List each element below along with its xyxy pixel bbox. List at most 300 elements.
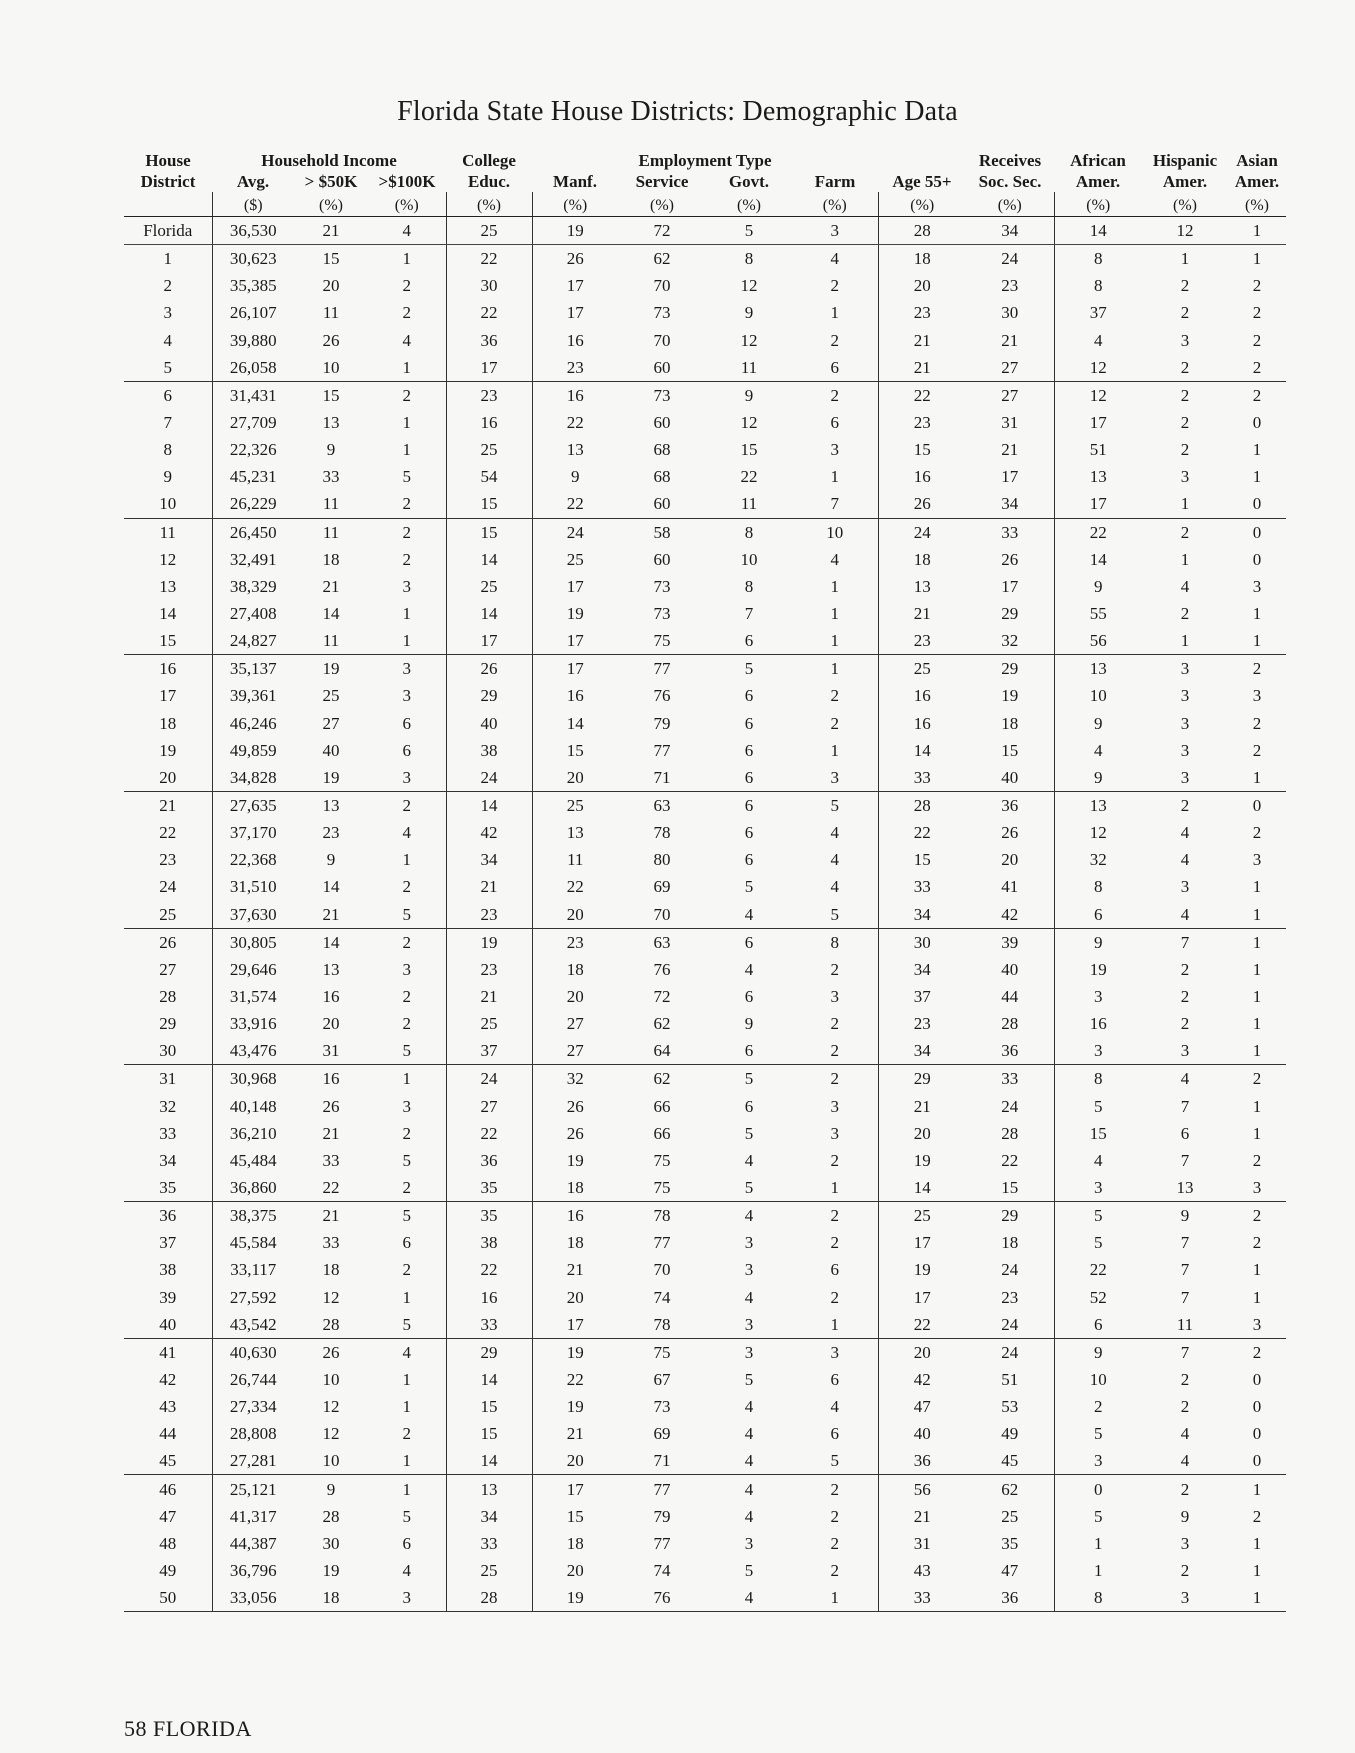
- district-cell: 24: [159, 877, 177, 897]
- manf-cell: 18: [532, 1229, 618, 1256]
- african-amer-cell: 5: [1054, 1420, 1142, 1447]
- table-row: [124, 1584, 1286, 1612]
- table-row: [124, 518, 1286, 546]
- college-educ-cell: 22: [446, 299, 532, 326]
- african-amer-cell: 17: [1054, 409, 1142, 436]
- pct-50k-cell: 31: [294, 1037, 368, 1065]
- soc-sec-cell: 29: [1001, 1206, 1019, 1226]
- district-cell: 45: [124, 1447, 212, 1475]
- soc-sec-cell: 15: [1001, 740, 1019, 760]
- farm-cell: 1: [792, 1584, 878, 1612]
- pct-100k-cell: 1: [402, 413, 411, 433]
- farm-cell: 4: [830, 823, 839, 843]
- asian-amer-cell: 0: [1252, 549, 1262, 569]
- college-educ-cell: 15: [446, 1393, 532, 1420]
- soc-sec-cell: 36: [1001, 796, 1019, 816]
- pct-50k-cell: 26: [322, 330, 340, 350]
- service-cell: 73: [653, 1397, 671, 1417]
- avg-income-cell: 26,744: [212, 1366, 294, 1393]
- college-educ-cell: 34: [446, 846, 532, 873]
- soc-sec-cell: 24: [1001, 1342, 1019, 1362]
- asian-amer-cell: 1: [1228, 217, 1286, 245]
- pct-100k-cell: 5: [402, 467, 411, 487]
- college-educ-cell: 38: [446, 737, 532, 764]
- farm-cell: 1: [792, 627, 878, 655]
- age-55-cell: 19: [878, 1256, 966, 1283]
- soc-sec-cell: 24: [1001, 1096, 1019, 1116]
- african-amer-cell: 12: [1054, 354, 1142, 382]
- college-educ-cell: 36: [446, 327, 532, 354]
- asian-amer-cell: 3: [1228, 1311, 1286, 1339]
- avg-income-cell: 46,246: [212, 710, 294, 737]
- avg-income-cell: 29,646: [212, 956, 294, 983]
- african-amer-cell: 55: [1054, 600, 1142, 627]
- soc-sec-cell: 28: [1001, 1014, 1019, 1034]
- pct-50k-cell: 16: [322, 987, 340, 1006]
- manf-cell: 19: [532, 1147, 618, 1174]
- soc-sec-cell: 36: [966, 1037, 1054, 1065]
- district-cell: 37: [159, 1233, 177, 1253]
- asian-amer-cell: 2: [1252, 303, 1262, 323]
- govt-cell: 6: [744, 850, 754, 870]
- gt50k-header: > $50K: [304, 172, 358, 191]
- soc-sec-cell: 22: [1001, 1150, 1019, 1170]
- farm-cell: 2: [830, 1479, 839, 1499]
- farm-cell: 3: [830, 1096, 839, 1116]
- govt-cell: 6: [706, 627, 792, 655]
- manf-cell: 22: [532, 490, 618, 518]
- pct-50k-cell: 18: [322, 549, 340, 569]
- table-row: [124, 956, 1286, 983]
- manf-cell: 11: [532, 846, 618, 873]
- pct-50k-cell: 21: [294, 217, 368, 245]
- govt-cell: 11: [706, 354, 792, 382]
- soc-sec-cell: 18: [1001, 713, 1019, 733]
- college-educ-cell: 35: [446, 1202, 532, 1230]
- table-row: [124, 1311, 1286, 1339]
- college-educ-cell: 42: [446, 819, 532, 846]
- asian-amer-cell: 2: [1252, 659, 1262, 679]
- unit-pct: (%): [532, 192, 618, 217]
- age-55-cell: 20: [878, 272, 966, 299]
- asian-amer-cell: 2: [1252, 330, 1262, 350]
- hispanic-amer-cell: 2: [1180, 522, 1190, 542]
- african-amer-cell: 19: [1054, 956, 1142, 983]
- african-amer-cell: 12: [1054, 819, 1142, 846]
- manf-cell: 16: [532, 327, 618, 354]
- soc-sec-cell: 33: [1001, 522, 1019, 542]
- asian-amer-cell: 1: [1228, 901, 1286, 929]
- service-cell: 60: [653, 549, 671, 569]
- farm-cell: 1: [830, 467, 839, 487]
- district-cell: 19: [159, 740, 177, 760]
- college-educ-cell: 25: [446, 1557, 532, 1584]
- pct-100k-cell: 4: [368, 217, 446, 245]
- manf-cell: 20: [532, 1283, 618, 1310]
- farm-cell: 3: [830, 1342, 839, 1362]
- govt-cell: 6: [744, 713, 754, 733]
- govt-cell: 5: [744, 877, 754, 897]
- farm-cell: 3: [830, 440, 839, 460]
- avg-income-cell: 37,630: [212, 901, 294, 929]
- soc-sec-cell: 49: [1001, 1424, 1019, 1444]
- farm-cell: 4: [830, 877, 839, 897]
- age-55-cell: 18: [878, 546, 966, 573]
- table-row: [124, 600, 1286, 627]
- pct-100k-cell: 2: [402, 303, 411, 323]
- govt-cell: 4: [706, 1584, 792, 1612]
- pct-50k-cell: 28: [322, 1506, 340, 1526]
- pct-50k-cell: 22: [294, 1174, 368, 1202]
- asian-amer-cell: 0: [1228, 1447, 1286, 1475]
- table-row: [124, 327, 1286, 354]
- table-row: [124, 272, 1286, 299]
- avg-income-cell: 33,056: [212, 1584, 294, 1612]
- unit-dollar: ($): [212, 192, 294, 217]
- service-cell: 71: [618, 764, 706, 792]
- age-55-cell: 19: [878, 1147, 966, 1174]
- asian-amer-cell: 0: [1252, 522, 1262, 542]
- college-educ-cell: 21: [446, 983, 532, 1010]
- manf-cell: 17: [532, 272, 618, 299]
- age-55-cell: 22: [878, 1311, 966, 1339]
- pct-100k-cell: 2: [402, 987, 411, 1006]
- pct-50k-cell: 27: [322, 713, 340, 733]
- age-55-cell: 33: [878, 764, 966, 792]
- pct-50k-cell: 12: [322, 1397, 340, 1417]
- college-educ-cell: 27: [446, 1093, 532, 1120]
- pct-100k-cell: 2: [402, 385, 411, 405]
- table-row: [124, 1366, 1286, 1393]
- farm-cell: 3: [830, 1123, 839, 1143]
- african-amer-cell: 5: [1054, 1229, 1142, 1256]
- college-educ-cell: 54: [446, 463, 532, 490]
- soc-sec-cell: 35: [1001, 1533, 1019, 1553]
- pct-100k-cell: 5: [368, 1311, 446, 1339]
- farm-cell: 1: [792, 1174, 878, 1202]
- pct-50k-cell: 30: [322, 1533, 340, 1553]
- farm-cell: 2: [830, 330, 839, 350]
- farm-header: Farm: [814, 172, 856, 191]
- service-cell: 73: [653, 303, 671, 323]
- avg-header: Avg.: [236, 172, 270, 191]
- asian-amer-cell: 2: [1252, 1069, 1262, 1089]
- manf-cell: 20: [532, 901, 618, 929]
- manf-cell: 20: [532, 764, 618, 792]
- farm-cell: 2: [830, 1014, 839, 1034]
- avg-income-cell: 45,484: [212, 1147, 294, 1174]
- farm-cell: 2: [830, 385, 839, 405]
- farm-cell: 2: [830, 1233, 839, 1253]
- table-row: [124, 1093, 1286, 1120]
- age-55-cell: 15: [878, 436, 966, 463]
- hispanic-amer-cell: 7: [1180, 1287, 1190, 1307]
- hispanic-amer-cell: 2: [1180, 1479, 1190, 1499]
- age-55-cell: 23: [878, 409, 966, 436]
- soc-sec-cell: 47: [1001, 1560, 1019, 1580]
- hispanic-amer-cell: 2: [1180, 440, 1190, 460]
- service-cell: 63: [653, 932, 671, 952]
- manf-cell: 17: [532, 1475, 618, 1503]
- soc-sec-cell: 27: [1001, 385, 1019, 405]
- pct-50k-cell: 13: [322, 413, 340, 433]
- avg-income-cell: 34,828: [212, 764, 294, 792]
- asian-amer-cell: 0: [1252, 1397, 1262, 1417]
- district-cell: 25: [124, 901, 212, 929]
- age-55-cell: 37: [878, 983, 966, 1010]
- avg-income-cell: 26,450: [212, 518, 294, 546]
- table-row: [124, 354, 1286, 382]
- district-cell: 11: [159, 522, 176, 542]
- college-educ-cell: 25: [446, 573, 532, 600]
- pct-50k-cell: 11: [294, 490, 368, 518]
- table-row: [124, 1503, 1286, 1530]
- age-55-cell: 23: [878, 1010, 966, 1037]
- avg-income-cell: 35,385: [212, 272, 294, 299]
- age-55-cell: 30: [878, 928, 966, 956]
- manf-cell: 15: [532, 1503, 618, 1530]
- service-cell: 76: [618, 1584, 706, 1612]
- govt-cell: 4: [744, 1206, 754, 1226]
- manf-cell: 18: [532, 1530, 618, 1557]
- service-cell: 77: [653, 740, 671, 760]
- table-row: [124, 682, 1286, 709]
- asian-amer-cell: 2: [1252, 1342, 1262, 1362]
- soc-sec-cell: 40: [966, 764, 1054, 792]
- govt-cell: 12: [740, 413, 758, 433]
- avg-income-cell: 27,408: [212, 600, 294, 627]
- farm-cell: 2: [830, 1069, 839, 1089]
- pct-100k-cell: 6: [402, 1233, 411, 1253]
- college-educ-cell: 38: [446, 1229, 532, 1256]
- age-55-cell: 22: [878, 819, 966, 846]
- service-cell: 79: [653, 1506, 671, 1526]
- service-cell: 70: [618, 901, 706, 929]
- soc-sec-cell: 45: [966, 1447, 1054, 1475]
- african-amer-cell: 5: [1054, 1202, 1142, 1230]
- college-educ-cell: 14: [446, 1447, 532, 1475]
- farm-cell: 2: [830, 1206, 839, 1226]
- page-title: Florida State House Districts: Demographic Data: [397, 96, 958, 127]
- manf-cell: 16: [532, 381, 618, 409]
- district-cell: 17: [159, 686, 177, 706]
- avg-income-cell: 27,709: [212, 409, 294, 436]
- pct-100k-cell: 6: [402, 713, 411, 733]
- pct-50k-cell: 11: [294, 627, 368, 655]
- college-educ-cell: 16: [446, 409, 532, 436]
- soc-sec-cell: 41: [1001, 877, 1019, 897]
- pct-100k-cell: 5: [368, 901, 446, 929]
- college-educ-cell: 23: [446, 956, 532, 983]
- college-educ-cell: 17: [446, 627, 532, 655]
- hispanic-amer-cell: 3: [1142, 764, 1228, 792]
- african-amer-cell: 8: [1054, 873, 1142, 900]
- govt-cell: 6: [744, 987, 754, 1006]
- govt-cell: 8: [744, 249, 754, 269]
- soc-sec-cell: 36: [966, 1584, 1054, 1612]
- age-55-cell: 16: [878, 463, 966, 490]
- asian-amer-cell: 1: [1228, 764, 1286, 792]
- manf-cell: 16: [532, 682, 618, 709]
- hispanic-amer-cell: 3: [1180, 1533, 1190, 1553]
- manf-cell: 27: [532, 1010, 618, 1037]
- soc-sec-cell: 53: [1001, 1397, 1019, 1417]
- district-cell: 2: [163, 276, 172, 296]
- avg-income-cell: 36,860: [212, 1174, 294, 1202]
- college-educ-cell: 17: [446, 354, 532, 382]
- hispanic-amer-cell: 11: [1142, 1311, 1228, 1339]
- hispanic-amer-cell: 1: [1180, 249, 1190, 269]
- soc-sec-cell: 39: [1001, 932, 1019, 952]
- asian-amer-cell: 0: [1252, 413, 1262, 433]
- african-amer-cell: 3: [1054, 1447, 1142, 1475]
- pct-50k-cell: 33: [322, 1233, 340, 1253]
- asian-amer-cell: 0: [1252, 1424, 1262, 1444]
- pct-100k-cell: 2: [402, 1260, 411, 1280]
- asian-amer-cell: 1: [1252, 440, 1262, 460]
- avg-income-cell: 37,170: [212, 819, 294, 846]
- hispanic-amer-cell: 2: [1180, 1014, 1190, 1034]
- service-header: Service: [635, 172, 689, 191]
- age-55-cell: 17: [878, 1283, 966, 1310]
- pct-50k-cell: 23: [322, 823, 340, 843]
- african-amer-cell: 9: [1054, 710, 1142, 737]
- manf-cell: 17: [532, 627, 618, 655]
- service-cell: 72: [653, 987, 671, 1006]
- college-educ-cell: 33: [446, 1311, 532, 1339]
- district-cell: 40: [124, 1311, 212, 1339]
- pct-50k-cell: 12: [322, 1424, 340, 1444]
- hispanic-amer-cell: 3: [1180, 713, 1190, 733]
- pct-100k-cell: 5: [368, 1037, 446, 1065]
- african-amer-cell: 9: [1054, 573, 1142, 600]
- pct-100k-cell: 2: [368, 1174, 446, 1202]
- african-amer-cell: 4: [1054, 737, 1142, 764]
- receives-header: Receives: [978, 151, 1042, 170]
- asian-amer-cell: 3: [1252, 576, 1262, 596]
- african-amer-cell: 14: [1054, 546, 1142, 573]
- avg-income-cell: 40,148: [212, 1093, 294, 1120]
- service-cell: 78: [653, 1206, 671, 1226]
- college-educ-cell: 14: [446, 546, 532, 573]
- govt-cell: 4: [744, 1150, 754, 1170]
- college-educ-cell: 25: [446, 217, 532, 245]
- age-55-cell: 16: [878, 710, 966, 737]
- hispanic-amer-cell: 4: [1180, 576, 1190, 596]
- district-cell: 48: [159, 1533, 177, 1553]
- service-cell: 64: [618, 1037, 706, 1065]
- asian-amer-cell: 1: [1252, 467, 1262, 487]
- service-cell: 77: [653, 1479, 671, 1499]
- pct-50k-cell: 14: [322, 877, 340, 897]
- african-amer-cell: 14: [1054, 217, 1142, 245]
- service-cell: 69: [653, 877, 671, 897]
- pct-100k-cell: 1: [402, 850, 411, 870]
- soc-sec-cell: 27: [966, 354, 1054, 382]
- pct-100k-cell: 3: [402, 959, 411, 979]
- farm-cell: 3: [792, 764, 878, 792]
- district-cell: 21: [159, 796, 177, 816]
- unit-pct: (%): [1054, 192, 1142, 217]
- avg-income-cell: 40,630: [212, 1338, 294, 1366]
- pct-100k-cell: 5: [402, 1506, 411, 1526]
- district-cell: 6: [163, 385, 172, 405]
- pct-100k-cell: 2: [402, 877, 411, 897]
- avg-income-cell: 36,530: [212, 217, 294, 245]
- african-amer-cell: 5: [1054, 1093, 1142, 1120]
- govt-cell: 3: [744, 1260, 754, 1280]
- pct-100k-cell: 2: [402, 522, 411, 542]
- pct-50k-cell: 20: [322, 276, 340, 296]
- age-55-cell: 28: [878, 791, 966, 819]
- pct-50k-cell: 18: [322, 1260, 340, 1280]
- age-55-cell: 20: [878, 1120, 966, 1147]
- african-amer-header: Amer.: [1075, 172, 1121, 191]
- district-cell: 7: [163, 413, 172, 433]
- govt-cell: 6: [706, 1037, 792, 1065]
- district-cell: 38: [159, 1260, 177, 1280]
- african-amer-cell: 13: [1054, 791, 1142, 819]
- age-55-cell: 23: [878, 299, 966, 326]
- manf-cell: 27: [532, 1037, 618, 1065]
- avg-income-cell: 41,317: [212, 1503, 294, 1530]
- soc-sec-cell: 40: [1001, 959, 1019, 979]
- manf-cell: 21: [532, 1420, 618, 1447]
- district-cell: 18: [159, 713, 177, 733]
- district-cell: 39: [159, 1287, 177, 1307]
- hispanic-amer-cell: 7: [1180, 1233, 1190, 1253]
- hispanic-amer-cell: 1: [1142, 627, 1228, 655]
- govt-cell: 8: [744, 576, 754, 596]
- african-amer-cell: 51: [1054, 436, 1142, 463]
- asian-amer-cell: 2: [1252, 1206, 1262, 1226]
- age-55-cell: 24: [878, 518, 966, 546]
- govt-cell: 4: [706, 901, 792, 929]
- hispanic-amer-cell: 12: [1142, 217, 1228, 245]
- pct-100k-cell: 1: [368, 1447, 446, 1475]
- manf-cell: 18: [532, 956, 618, 983]
- table-row: [124, 1338, 1286, 1366]
- pct-100k-cell: 1: [402, 1069, 411, 1089]
- asian-amer-cell: 2: [1252, 1150, 1262, 1170]
- pct-50k-cell: 26: [322, 1096, 340, 1116]
- pct-100k-cell: 2: [402, 549, 411, 569]
- age55-header: Age 55+: [892, 172, 952, 191]
- college-educ-cell: 25: [446, 436, 532, 463]
- table-body: [124, 217, 1286, 1612]
- african-amer-cell: 17: [1054, 490, 1142, 518]
- age-55-cell: 34: [878, 1037, 966, 1065]
- manf-cell: 17: [532, 1311, 618, 1339]
- avg-income-cell: 49,859: [212, 737, 294, 764]
- district-cell: 27: [159, 959, 177, 979]
- table-row: [124, 1010, 1286, 1037]
- asian-amer-cell: 2: [1252, 713, 1262, 733]
- farm-cell: 3: [792, 217, 878, 245]
- pct-50k-cell: 21: [322, 576, 340, 596]
- pct-100k-cell: 3: [402, 686, 411, 706]
- college-educ-cell: 16: [446, 1283, 532, 1310]
- district-cell: 32: [159, 1096, 177, 1116]
- asian-amer-cell: 2: [1252, 1233, 1262, 1253]
- district-cell: Florida: [124, 217, 212, 245]
- college-educ-cell: 29: [446, 682, 532, 709]
- manf-cell: 19: [532, 1338, 618, 1366]
- farm-cell: 6: [830, 1424, 839, 1444]
- hispanic-amer-cell: 2: [1180, 987, 1190, 1006]
- district-cell: 34: [159, 1150, 177, 1170]
- district-cell: 33: [159, 1123, 177, 1143]
